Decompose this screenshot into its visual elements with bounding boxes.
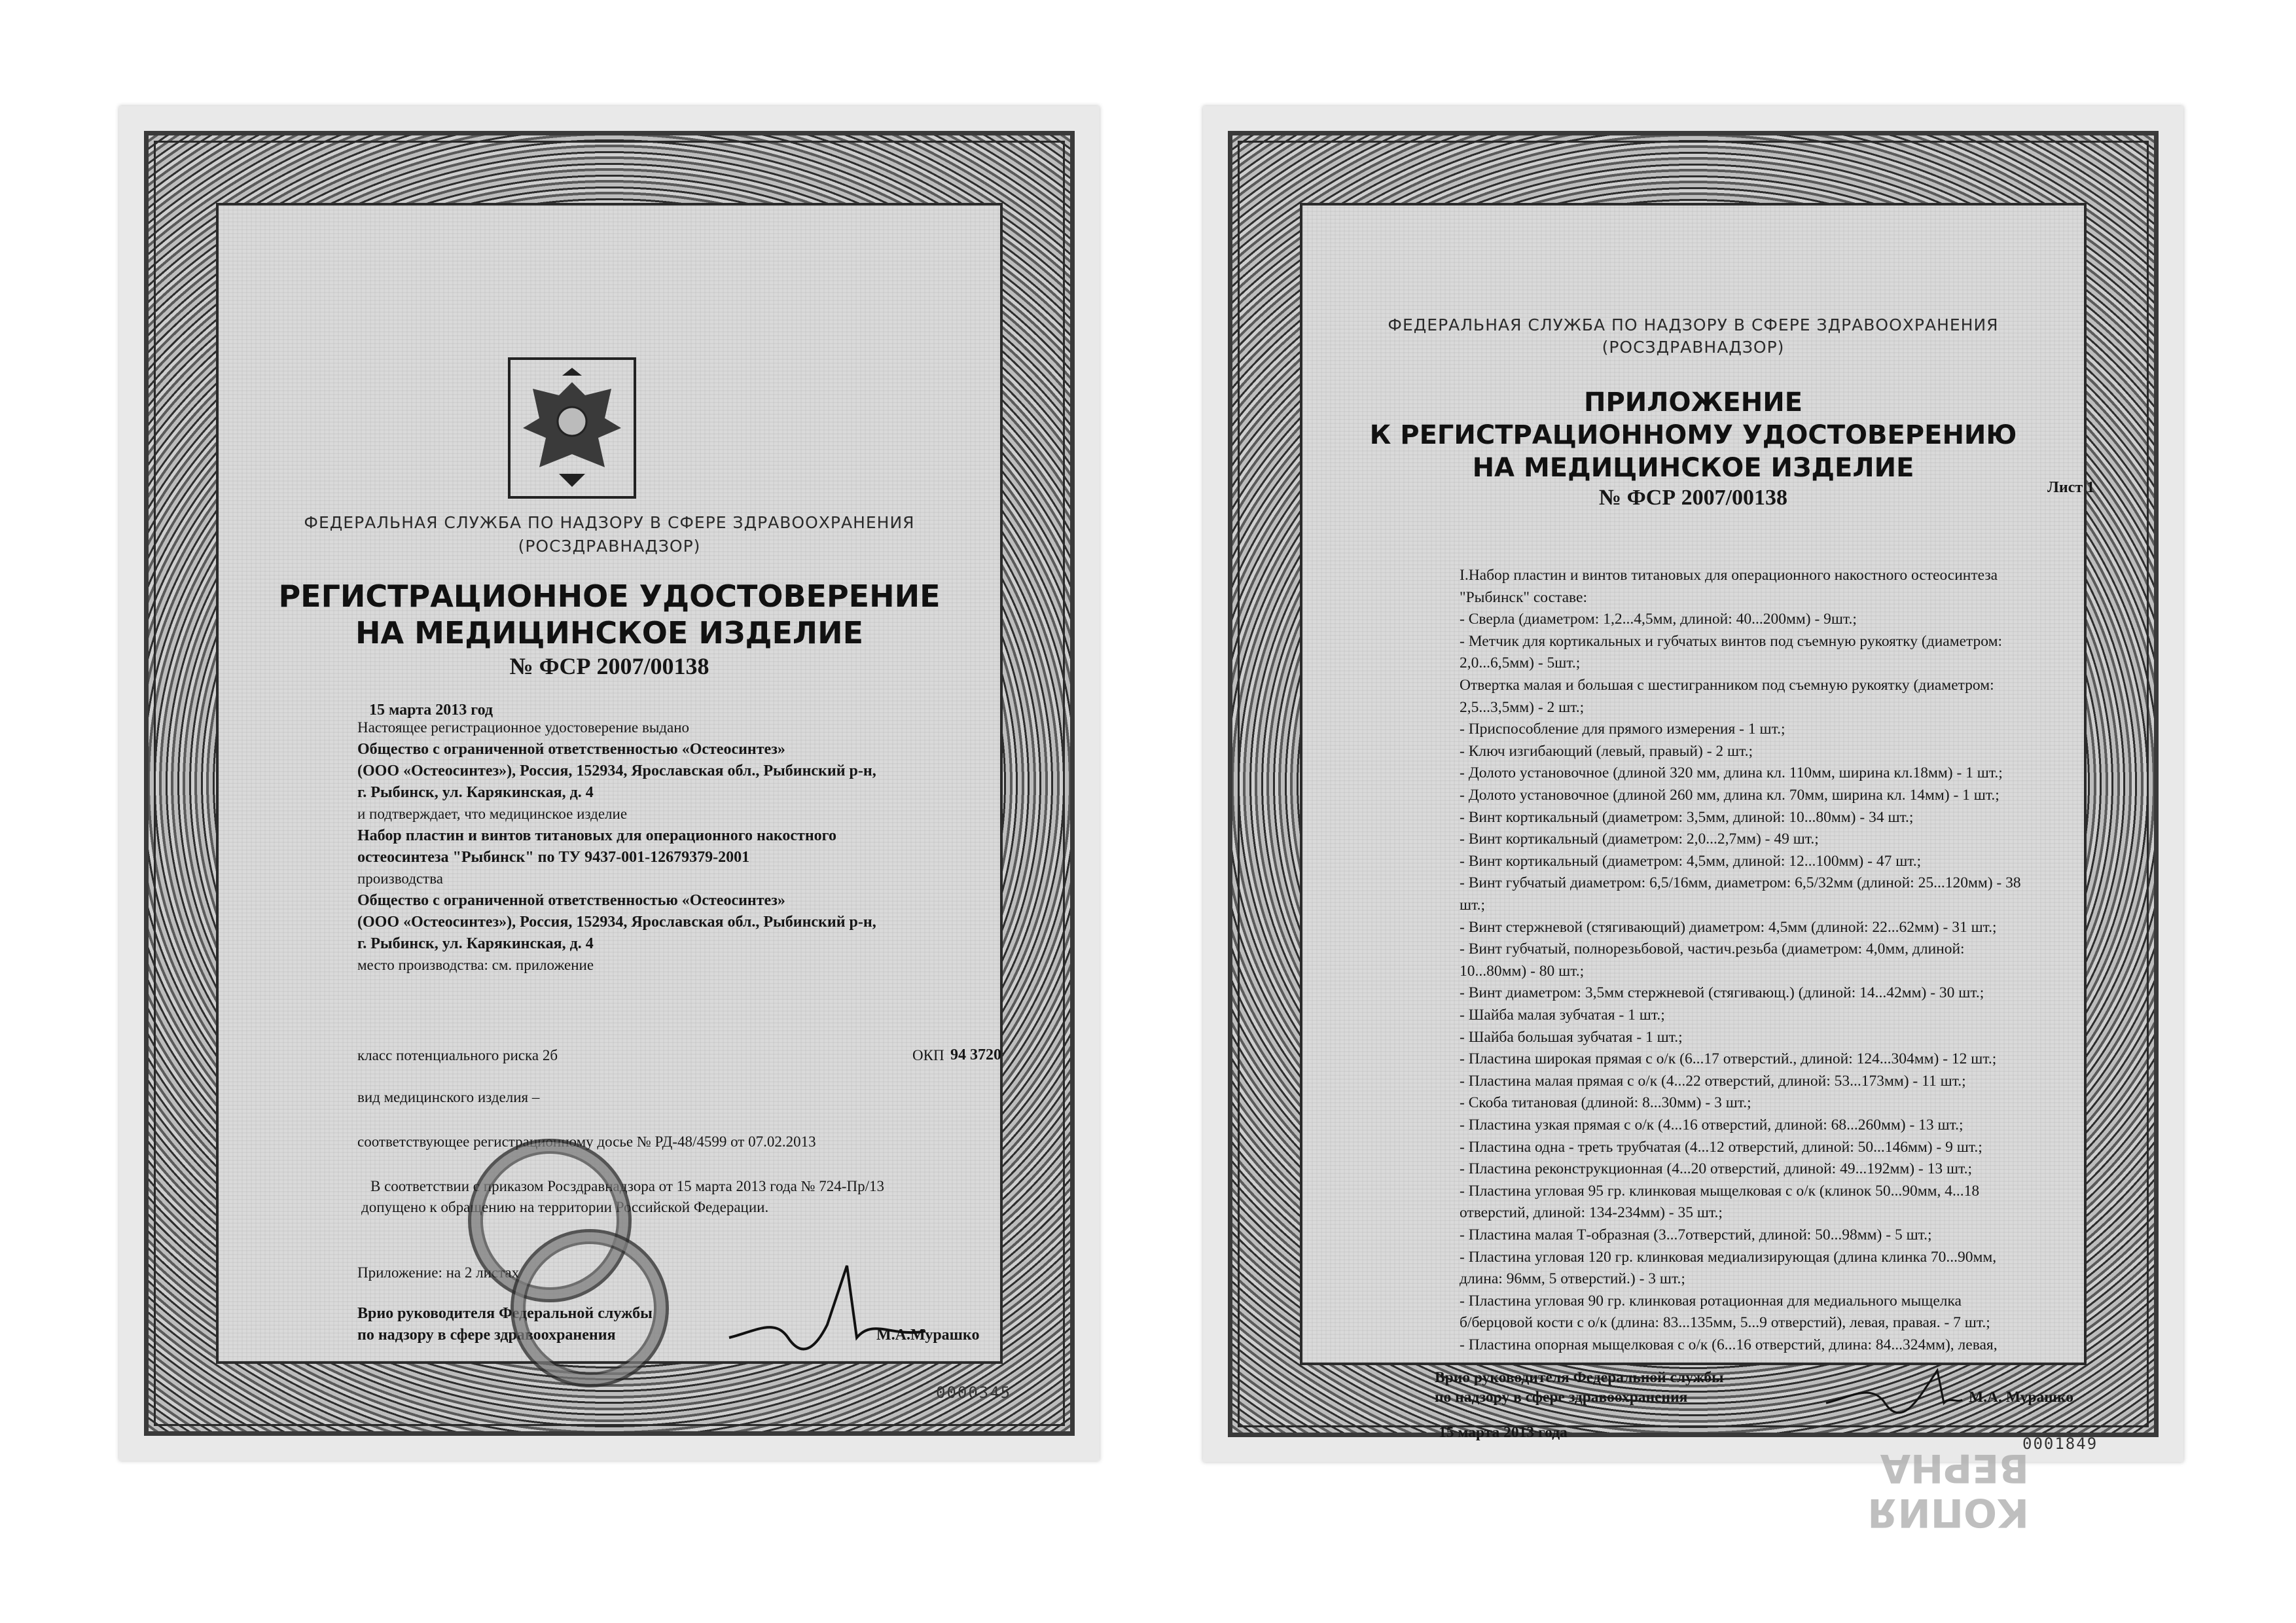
certificate-number: № ФСР 2007/00138 <box>1598 486 1788 510</box>
list-item: отверстий, длиной: 134-234мм) - 35 шт.; <box>1460 1204 1723 1222</box>
official-seal <box>511 1229 669 1387</box>
list-item: - Винт диаметром: 3,5мм стержневой (стягивающ.) (длиной: 14...42мм) - 30 шт.; <box>1460 984 1984 1002</box>
list-item: б/берцовой кости с о/к (длина: 83...135мм, 5...9 отверстий), левая, правая. - 7 шт.; <box>1460 1314 1990 1332</box>
list-item: - Пластина малая Т-образная (3...7отверстий, длиной: 50...98мм) - 5 шт.; <box>1460 1226 1932 1243</box>
signer-name: М.А. Мурашко <box>1969 1389 2074 1406</box>
appendix-date: 15 марта 2013 года <box>1439 1424 1568 1441</box>
list-item: - Винт кортикальный (диаметром: 2,0...2,7мм) - 49 шт.; <box>1460 830 1819 848</box>
list-item: - Пластина угловая 90 гр. клинковая ротационная для медиального мыщелка <box>1460 1292 1962 1310</box>
list-item: - Метчик для кортикальных и губчатых винтов под съемную рукоятку (диаметром: <box>1460 632 2003 650</box>
appendix-title-line2: К РЕГИСТРАЦИОННОМУ УДОСТОВЕРЕНИЮ <box>1369 420 2017 450</box>
appendix-title-line3: НА МЕДИЦИНСКОЕ ИЗДЕЛИЕ <box>1472 453 1914 483</box>
list-item: - Винт кортикальный (диаметром: 4,5мм, длиной: 12...100мм) - 47 шт.; <box>1460 852 1922 870</box>
product-spec: остеосинтеза "Рыбинск" по ТУ 9437-001-12679379-2001 <box>357 849 750 866</box>
agency-name: ФЕДЕРАЛЬНАЯ СЛУЖБА ПО НАДЗОРУ В СФЕРЕ ЗДРАВООХРАНЕНИЯ <box>304 513 915 532</box>
serial-number: 0001849 <box>2022 1435 2098 1453</box>
circulation-permit: допущено к обращению на территории Российской Федерации. <box>361 1199 769 1215</box>
list-item: - Шайба большая зубчатая - 1 шт.; <box>1460 1028 1683 1046</box>
list-item: - Приспособление для прямого измерения - 1 шт.; <box>1460 721 1785 738</box>
list-item: - Долото установочное (длиной 320 мм, длина кл. 110мм, ширина кл.18мм) - 1 шт.; <box>1460 764 2003 782</box>
list-item: - Сверла (диаметром: 1,2...4,5мм, длиной: 40...200мм) - 9шт.; <box>1460 611 1857 628</box>
document-title-line2: НА МЕДИЦИНСКОЕ ИЗДЕЛИЕ <box>355 615 864 651</box>
list-item: - Пластина одна - треть трубчатая (4...12 отверстий, длиной: 50...146мм) - 9 шт.; <box>1460 1138 1982 1156</box>
dossier-reference: соответствующее регистрационному досье № РД-48/4599 от 07.02.2013 <box>357 1133 816 1150</box>
company-name: Общество с ограниченной ответственностью «Остеосинтез» <box>357 741 785 758</box>
list-item: - Пластина малая прямая с о/к (4...22 отверстий, длиной: 53...173мм) - 11 шт.; <box>1460 1072 1966 1090</box>
company-address: (ООО «Остеосинтез»), Россия, 152934, Ярославская обл., Рыбинский р-н, <box>357 762 876 779</box>
maker-address: (ООО «Остеосинтез»), Россия, 152934, Ярославская обл., Рыбинский р-н, <box>357 914 876 931</box>
production-place: место производства: см. приложение <box>357 957 594 973</box>
list-item: 2,5...3,5мм) - 2 шт.; <box>1460 698 1585 716</box>
list-item: длина: 96мм, 5 отверстий.) - 3 шт.; <box>1460 1270 1685 1288</box>
device-type: вид медицинского изделия – <box>357 1089 540 1105</box>
sheet-number: Лист 1 <box>2047 479 2095 496</box>
okp-label: ОКП <box>912 1047 944 1063</box>
agency-abbreviation: (РОСЗДРАВНАДЗОР) <box>1602 338 1785 357</box>
agency-abbreviation: (РОСЗДРАВНАДЗОР) <box>518 537 701 556</box>
signer-title: Врио руководителя Федеральной службы <box>1435 1369 1724 1386</box>
serial-number: 0000345 <box>936 1383 1012 1402</box>
attachment-note: Приложение: на 2 листах <box>357 1264 520 1281</box>
signature <box>716 1240 939 1364</box>
list-item: - Ключ изгибающий (левый, правый) - 2 шт.; <box>1460 742 1753 760</box>
list-item: - Винт губчатый, полнорезьбовой, частич.резьба (диаметром: 4,0мм, длиной: <box>1460 940 1965 958</box>
copy-stamp-line1: КОПИЯ <box>1867 1489 2029 1535</box>
product-name: Набор пластин и винтов титановых для операционного накостного <box>357 827 836 844</box>
list-item: 2,0...6,5мм) - 5шт.; <box>1460 654 1581 672</box>
list-item: - Скоба титановая (длиной: 8...30мм) - 3 шт.; <box>1460 1094 1751 1112</box>
list-item: "Рыбинск" составе: <box>1460 588 1587 606</box>
list-item: - Пластина широкая прямая с о/к (6...17 отверстий., длиной: 124...304мм) - 12 шт.; <box>1460 1050 1997 1068</box>
maker-name: Общество с ограниченной ответственностью «Остеосинтез» <box>357 892 785 909</box>
coat-of-arms-emblem <box>507 356 637 500</box>
order-reference: В соответствии с приказом Росздравнадзора от 15 марта 2013 года № 724-Пр/13 <box>370 1178 884 1194</box>
production-label: производства <box>357 870 443 887</box>
signer-title-line2: по надзору в сфере здравоохранения <box>1435 1389 1688 1406</box>
list-item: - Винт губчатый диаметром: 6,5/16мм, диаметром: 6,5/32мм (длиной: 25...120мм) - 38 <box>1460 874 2021 892</box>
certificate-number: № ФСР 2007/00138 <box>509 653 709 679</box>
certificate-appendix-page <box>1203 106 2183 1462</box>
agency-name: ФЕДЕРАЛЬНАЯ СЛУЖБА ПО НАДЗОРУ В СФЕРЕ ЗДРАВООХРАНЕНИЯ <box>1388 315 1999 334</box>
list-item: - Пластина опорная мыщелковая с о/к (6...16 отверстий, длина: 84...324мм), левая, <box>1460 1336 1998 1353</box>
list-item: I.Набор пластин и винтов титановых для операционного накостного остеосинтеза <box>1460 567 1998 584</box>
copy-stamp-line2: ВЕРНА <box>1880 1445 2029 1491</box>
confirms-label: и подтверждает, что медицинское изделие <box>357 806 628 822</box>
signature <box>1820 1357 1964 1416</box>
list-item: - Шайба малая зубчатая - 1 шт.; <box>1460 1007 1665 1024</box>
list-item: - Винт стержневой (стягивающий) диаметром: 4,5мм (длиной: 22...62мм) - 31 шт.; <box>1460 918 1997 936</box>
copy-certified-stamp <box>1780 1436 2029 1535</box>
list-item: Отвертка малая и большая с шестигранником под съемную рукоятку (диаметром: <box>1460 677 1994 694</box>
list-item: - Винт кортикальный (диаметром: 3,5мм, длиной: 10...80мм) - 34 шт.; <box>1460 808 1914 826</box>
list-item: - Пластина реконструкционная (4...20 отверстий, длиной: 49...192мм) - 13 шт.; <box>1460 1160 1972 1178</box>
list-item: - Пластина угловая 95 гр. клинковая мыщелковая с о/к (клинок 50...90мм, 4...18 <box>1460 1182 1980 1200</box>
document-title: РЕГИСТРАЦИОННОЕ УДОСТОВЕРЕНИЕ <box>278 579 941 614</box>
issued-to-label: Настоящее регистрационное удостоверение выдано <box>357 719 689 736</box>
signer-title: Врио руководителя Федеральной службы <box>357 1305 653 1322</box>
appendix-title: ПРИЛОЖЕНИЕ <box>1583 387 1803 418</box>
signer-name: М.А.Мурашко <box>876 1327 980 1344</box>
risk-class: класс потенциального риска 2б <box>357 1047 558 1063</box>
company-address-line2: г. Рыбинск, ул. Карякинская, д. 4 <box>357 784 594 801</box>
list-item: - Пластина узкая прямая с о/к (4...16 отверстий, длиной: 68...260мм) - 13 шт.; <box>1460 1116 1964 1133</box>
list-item: шт.; <box>1460 897 1486 914</box>
maker-address-line2: г. Рыбинск, ул. Карякинская, д. 4 <box>357 935 594 952</box>
list-item: - Долото установочное (длиной 260 мм, длина кл. 70мм, ширина кл. 14мм) - 1 шт.; <box>1460 787 2000 804</box>
issue-date: 15 марта 2013 год <box>369 702 493 719</box>
signer-title-line2: по надзору в сфере здравоохранения <box>357 1327 616 1344</box>
list-item: - Пластина угловая 120 гр. клинковая медиализирующая (длина клинка 70...90мм, <box>1460 1248 1997 1266</box>
appendix-body <box>1300 203 2098 1453</box>
okp-value: 94 3720 <box>950 1046 1001 1063</box>
list-item: 10...80мм) - 80 шт.; <box>1460 962 1585 980</box>
